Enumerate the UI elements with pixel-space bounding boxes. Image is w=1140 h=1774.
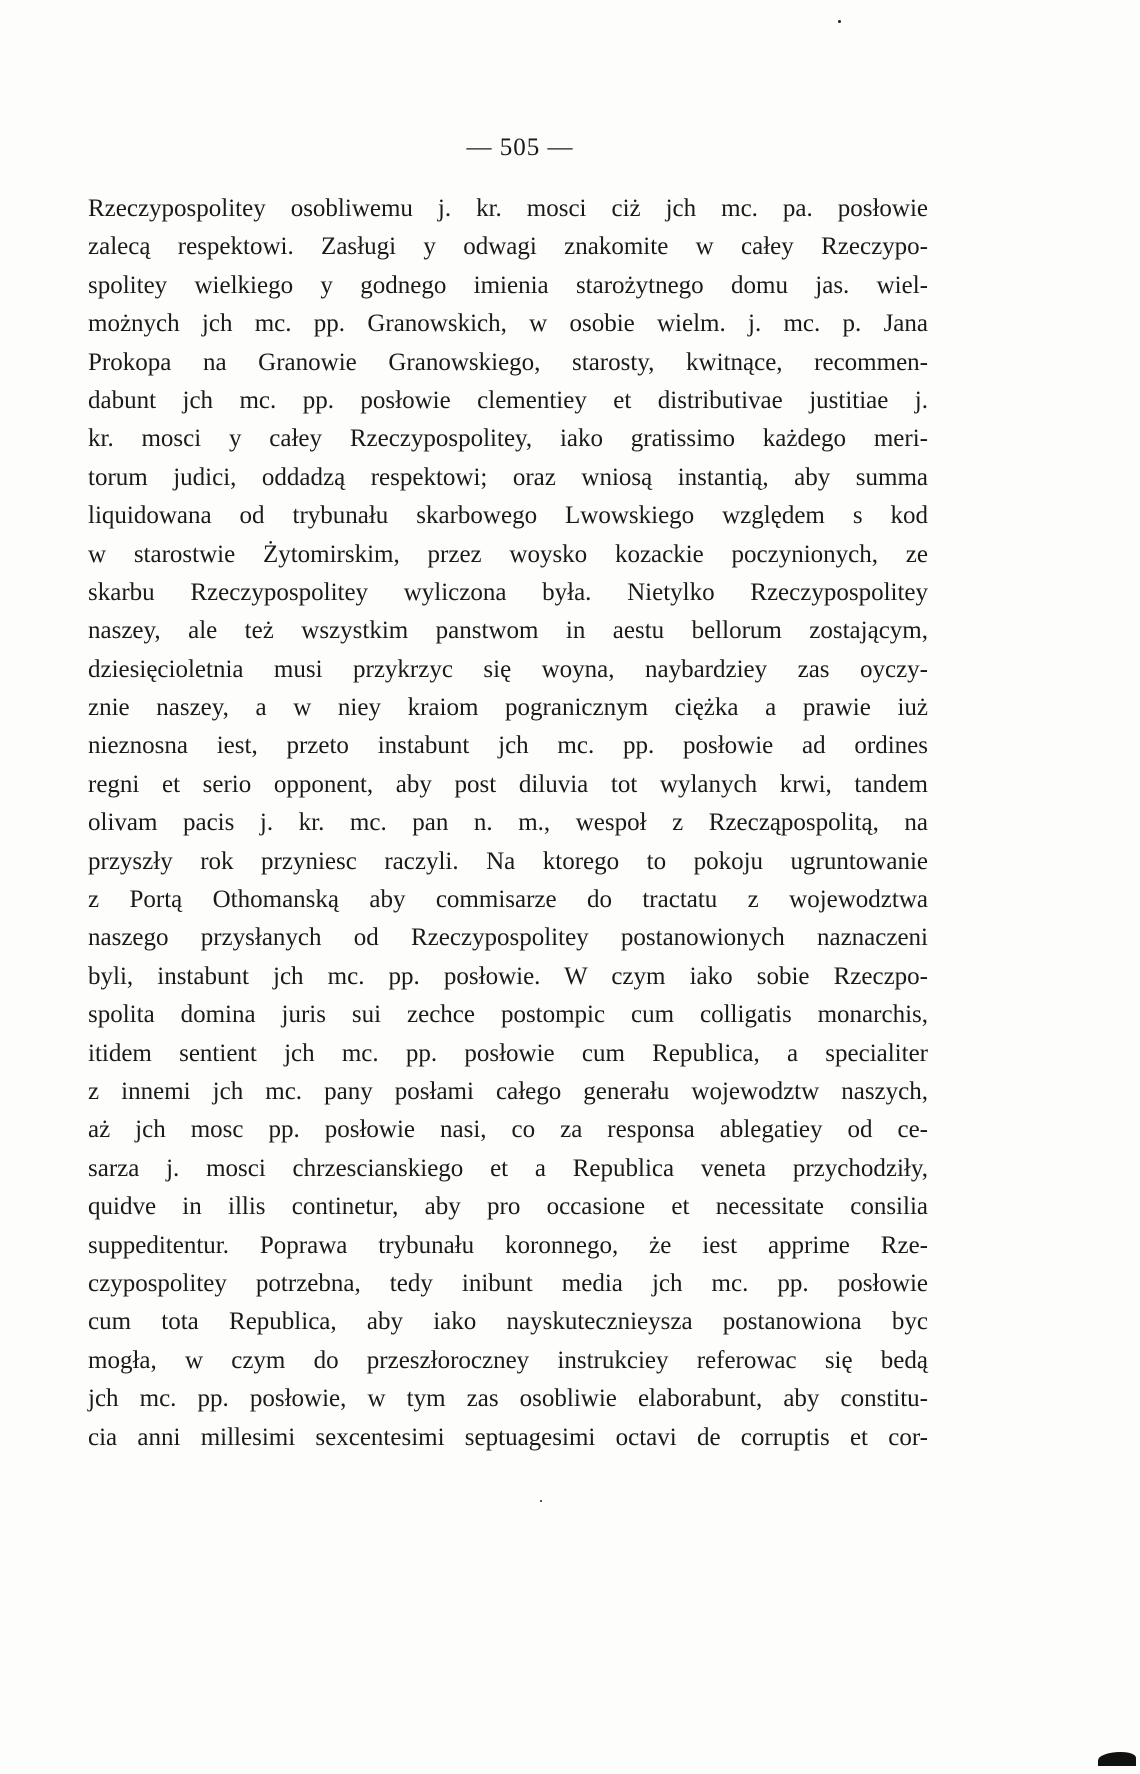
text-line: z innemi jch mc. pany posłami całego generału wojewodztw naszych, xyxy=(88,1077,928,1105)
print-speck xyxy=(540,1500,542,1502)
print-speck xyxy=(838,20,841,23)
text-line: suppeditentur. Poprawa trybunału koronnego, że iest apprime Rze- xyxy=(88,1231,928,1259)
text-line: dabunt jch mc. pp. posłowie clementiey et distributivae justitiae j. xyxy=(88,386,928,414)
text-line: skarbu Rzeczypospolitey wyliczona była. Nietylko Rzeczypospolitey xyxy=(88,578,928,606)
text-line: zalecą respektowi. Zasługi y odwagi znakomite w całey Rzeczypo- xyxy=(88,233,928,261)
text-line: aż jch mosc pp. posłowie nasi, co za responsa ablegatiey od ce- xyxy=(88,1116,928,1144)
text-line: z Portą Othomanską aby commisarze do tractatu z wojewodztwa xyxy=(88,886,928,914)
text-line: Rzeczypospolitey osobliwemu j. kr. mosci ciż jch mc. pa. posłowie xyxy=(88,195,928,222)
text-line: cia anni millesimi sexcentesimi septuagesimi octavi de corruptis et cor- xyxy=(88,1423,928,1451)
text-line: jch mc. pp. posłowie, w tym zas osobliwie elaborabunt, aby constitu- xyxy=(88,1385,928,1413)
text-line: regni et serio opponent, aby post diluvia tot wylanych krwi, tandem xyxy=(88,770,928,798)
text-line: nieznosna iest, przeto instabunt jch mc. pp. posłowie ad ordines xyxy=(88,732,928,760)
text-line: olivam pacis j. kr. mc. pan n. m., wespoł z Rzecząpospolitą, na xyxy=(88,809,928,837)
text-line: byli, instabunt jch mc. pp. posłowie. W czym iako sobie Rzeczpo- xyxy=(88,962,928,990)
text-line: znie naszey, a w niey kraiom pogranicznym ciężka a prawie iuż xyxy=(88,694,928,722)
text-line: spolitey wielkiego y godnego imienia starożytnego domu jas. wiel- xyxy=(88,271,928,299)
text-line: sarza j. mosci chrzescianskiego et a Republica veneta przychodziły, xyxy=(88,1154,928,1182)
page-number: — 505 — xyxy=(466,134,574,161)
text-line: przyszły rok przyniesc raczyli. Na ktorego to pokoju ugruntowanie xyxy=(88,847,928,875)
text-line: liquidowana od trybunału skarbowego Lwowskiego względem s kod xyxy=(88,502,928,530)
body-text xyxy=(88,190,928,1457)
text-line: itidem sentient jch mc. pp. posłowie cum Republica, a specialiter xyxy=(88,1039,928,1067)
page-edge-mark xyxy=(1098,1752,1136,1766)
text-line: dziesięcioletnia musi przykrzyc się woyna, naybardziey zas oyczy- xyxy=(88,655,928,683)
text-line: cum tota Republica, aby iako nayskutecznieysza postanowiona byc xyxy=(88,1308,928,1336)
text-line: możnych jch mc. pp. Granowskich, w osobie wielm. j. mc. p. Jana xyxy=(88,310,928,338)
text-line: kr. mosci y całey Rzeczypospolitey, iako gratissimo każdego meri- xyxy=(88,425,928,453)
text-line: naszego przysłanych od Rzeczypospolitey postanowionych naznaczeni xyxy=(88,924,928,952)
text-line: torum judici, oddadzą respektowi; oraz wniosą instantią, aby summa xyxy=(88,463,928,491)
text-line: czypospolitey potrzebna, tedy inibunt media jch mc. pp. posłowie xyxy=(88,1269,928,1297)
text-line: quidve in illis continetur, aby pro occasione et necessitate consilia xyxy=(88,1193,928,1221)
text-line: naszey, ale też wszystkim panstwom in aestu bellorum zostającym, xyxy=(88,617,928,645)
text-line: mogła, w czym do przeszłoroczney instrukciey referowac się bedą xyxy=(88,1346,928,1374)
text-line: spolita domina juris sui zechce postompic cum colligatis monarchis, xyxy=(88,1001,928,1029)
text-line: Prokopa na Granowie Granowskiego, starosty, kwitnące, recommen- xyxy=(88,348,928,376)
text-line: w starostwie Żytomirskim, przez woysko kozackie poczynionych, ze xyxy=(88,540,928,568)
